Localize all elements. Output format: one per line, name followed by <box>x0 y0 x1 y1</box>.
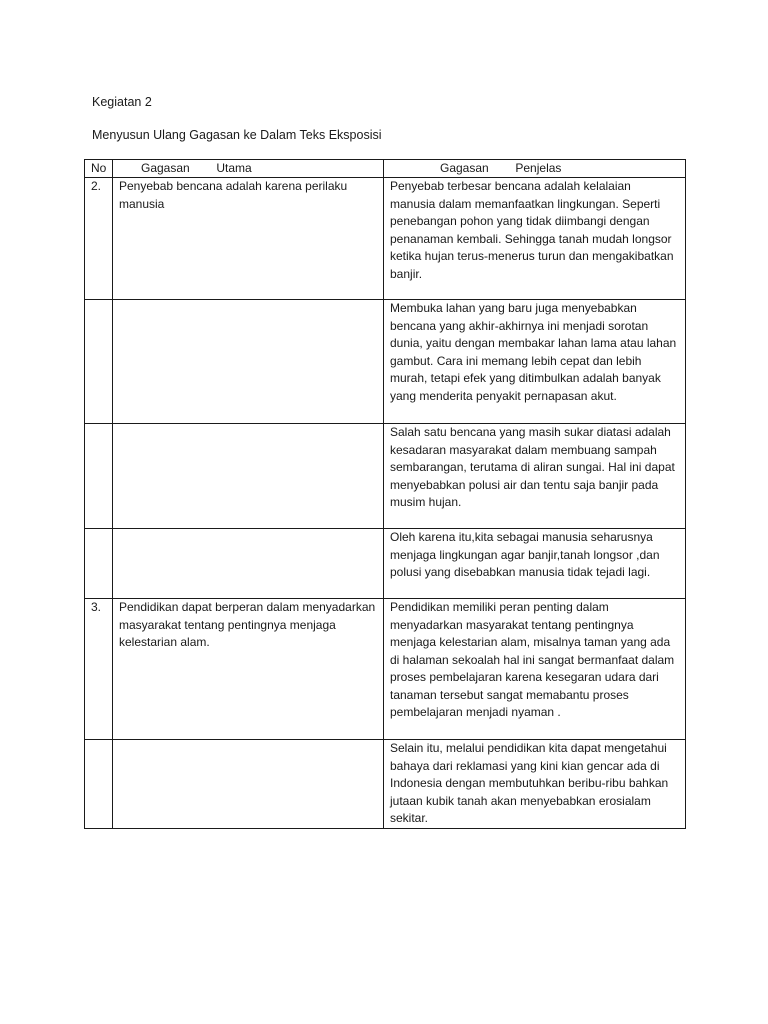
main-idea-cell: Pendidikan dapat berperan dalam menyadarkan masyarakat tentang pentingnya menjaga kelestarian alam. <box>113 599 384 740</box>
supporting-idea-cell: Oleh karena itu,kita sebagai manusia seharusnya menjaga lingkungan agar banjir,tanah longsor ,dan polusi yang disebabkan manusia tidak tejadi lagi. <box>384 529 686 599</box>
main-idea-cell <box>113 529 384 599</box>
row-number <box>85 424 113 529</box>
row-number: 3. <box>85 599 113 740</box>
table-row <box>85 300 686 424</box>
header-no: No <box>85 160 113 178</box>
row-number <box>85 529 113 599</box>
table-row <box>85 424 686 529</box>
supporting-idea-cell: Pendidikan memiliki peran penting dalam menyadarkan masyarakat tentang pentingnya menjaga kelestarian alam, misalnya taman yang ada di halaman sekoalah hal ini sangat bermanfaat dalam proses pembelajaran karena kesegaran udara dari tanaman tersebut sangat memabantu proses pembelajaran menjadi nyaman . <box>384 599 686 740</box>
table-row <box>85 529 686 599</box>
main-idea-cell <box>113 424 384 529</box>
row-number: 2. <box>85 178 113 300</box>
main-idea-cell <box>113 740 384 829</box>
supporting-idea-cell: Salah satu bencana yang masih sukar diatasi adalah kesadaran masyarakat dalam membuang sampah sembarangan, terutama di aliran sungai. Hal ini dapat menyebabkan polusi air dan tentu saja banjir pada musim hujan. <box>384 424 686 529</box>
main-idea-cell <box>113 300 384 424</box>
row-number <box>85 740 113 829</box>
header-main-idea: Gagasan Utama <box>113 160 384 178</box>
supporting-idea-cell: Membuka lahan yang baru juga menyebabkan bencana yang akhir-akhirnya ini menjadi sorotan dunia, yaitu dengan membakar lahan lama atau lahan gambut. Cara ini memang lebih cepat dan lebih murah, tetapi efek yang ditimbulkan adalah banyak yang menderita penyakit pernapasan akut. <box>384 300 686 424</box>
supporting-idea-cell: Selain itu, melalui pendidikan kita dapat mengetahui bahaya dari reklamasi yang kini kian gencar ada di Indonesia dengan membutuhkan beribu-ribu bahkan jutaan kubik tanah akan menyebabkan erosialam sekitar. <box>384 740 686 829</box>
table-header-row <box>85 160 686 178</box>
ideas-table <box>84 159 686 829</box>
table-row <box>85 740 686 829</box>
table-row <box>85 178 686 300</box>
table-row <box>85 599 686 740</box>
activity-title: Kegiatan 2 <box>92 95 152 109</box>
supporting-idea-cell: Penyebab terbesar bencana adalah kelalaian manusia dalam memanfaatkan lingkungan. Seperti penebangan pohon yang tidak diimbangi dengan penanaman kembali. Sehingga tanah mudah longsor ketika hujan terus-menerus turun dan mengakibatkan banjir. <box>384 178 686 300</box>
section-title: Menyusun Ulang Gagasan ke Dalam Teks Eksposisi <box>92 128 382 142</box>
row-number <box>85 300 113 424</box>
header-supporting-idea: Gagasan Penjelas <box>384 160 686 178</box>
main-idea-cell: Penyebab bencana adalah karena perilaku manusia <box>113 178 384 300</box>
